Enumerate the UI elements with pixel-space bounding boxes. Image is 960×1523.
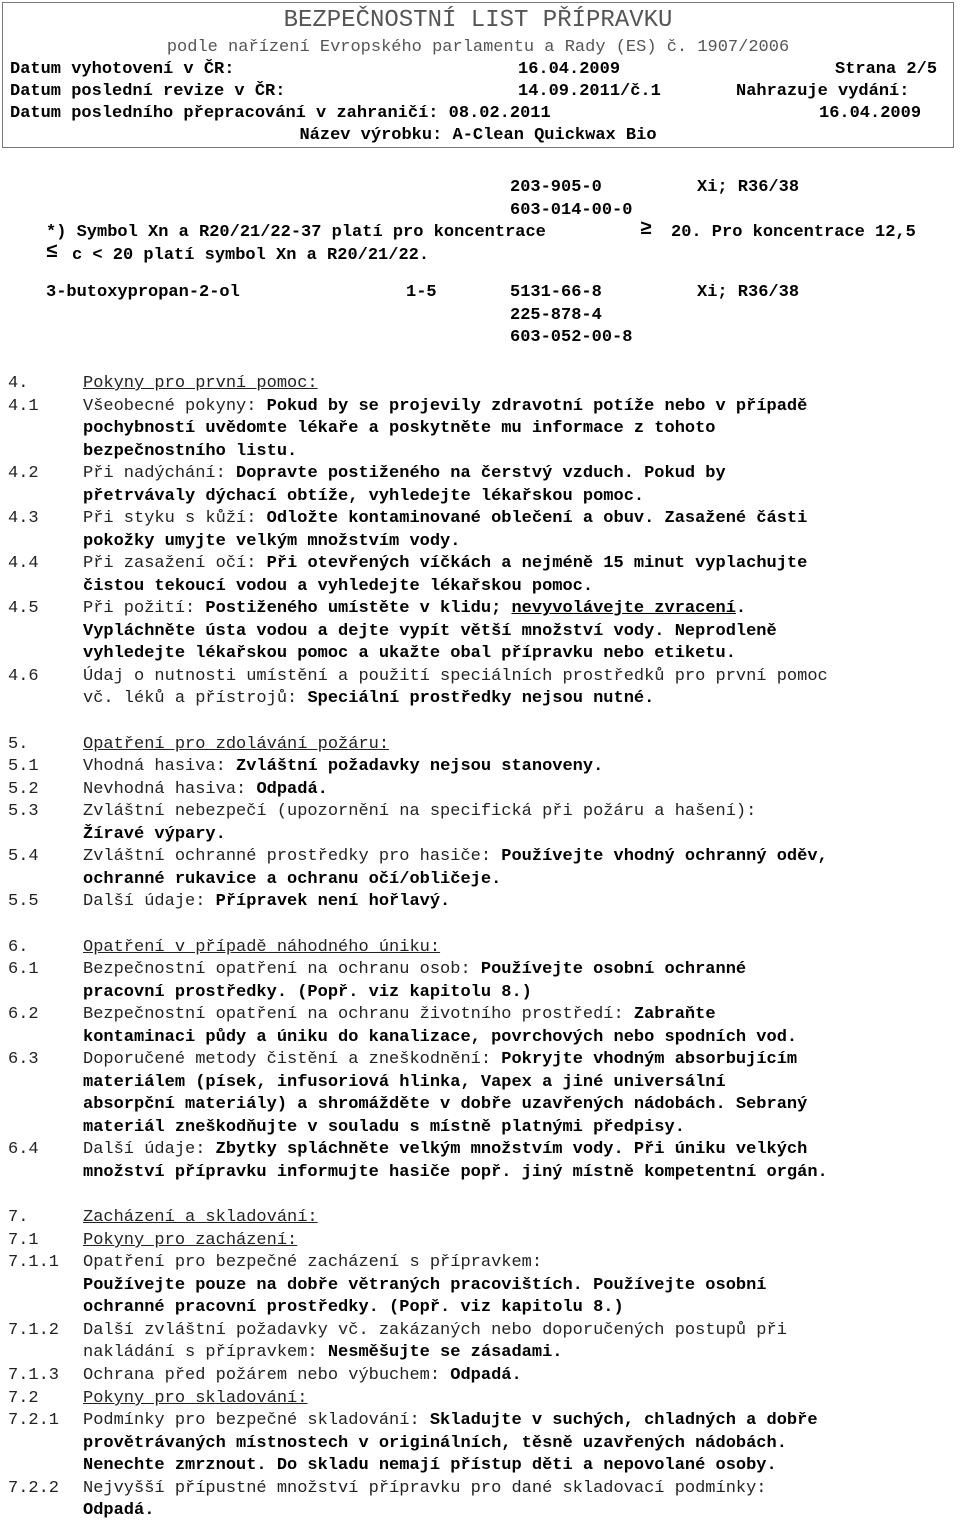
item-line xyxy=(83,779,328,802)
ec-number: 225-878-4 xyxy=(510,306,602,325)
ec-number: 203-905-0 xyxy=(510,178,602,197)
item-text: Odpadá. xyxy=(83,1501,155,1520)
item-text: Zabraňte xyxy=(633,1005,716,1024)
product-name: Název výrobku: A-Clean Quickwax Bio xyxy=(299,126,657,145)
item-text: Pokud by se projevily zdravotní potíže nebo v případě xyxy=(266,397,808,416)
item-line xyxy=(83,1342,562,1365)
item-number: 6.4 xyxy=(8,1140,39,1159)
item-text: Nesměšujte se zásadami. xyxy=(327,1343,563,1362)
item-text: čistou tekoucí vodou a vyhledejte lékařskou pomoc. xyxy=(83,577,594,596)
item-text: ochranné rukavice a ochranu očí/obličeje. xyxy=(83,870,502,889)
section-title: Zacházení a skladování: xyxy=(83,1208,318,1227)
revision-label: Datum poslední revize v ČR: xyxy=(10,82,286,101)
item-number: 6.2 xyxy=(8,1005,39,1024)
item-text: Speciální prostředky nejsou nutné. xyxy=(307,689,655,708)
item-text: pokožky umyjte velkým množstvím vody. xyxy=(83,532,461,551)
replaces-label: Nahrazuje vydání: xyxy=(736,82,910,101)
item-text: Skladujte v suchých, chladných a dobře xyxy=(429,1411,818,1430)
item-line xyxy=(83,1410,818,1433)
created-label: Datum vyhotovení v ČR: xyxy=(10,60,235,79)
item-line xyxy=(83,553,807,576)
item-text: Používejte vhodný ochranný oděv, xyxy=(501,847,828,866)
item-text: materiál zneškodňujte v souladu s místně platnými předpisy. xyxy=(83,1118,685,1137)
item-label: Další zvláštní požadavky vč. zakázaných nebo doporučených postupů při xyxy=(83,1321,787,1340)
item-label: Další údaje: xyxy=(83,1140,206,1159)
item-line xyxy=(83,598,746,621)
subsection-title: Pokyny pro skladování: xyxy=(83,1389,308,1408)
item-number: 4.3 xyxy=(8,509,39,528)
item-label: Nevhodná hasiva: xyxy=(83,780,247,799)
item-line xyxy=(83,959,746,982)
item-text: Zbytky spláchněte velkým množstvím vody. Při úniku velkých xyxy=(215,1140,808,1159)
item-number: 5.2 xyxy=(8,780,39,799)
item-number: 7.2 xyxy=(8,1389,39,1408)
item-label: Při požití: xyxy=(83,599,196,618)
item-text: Odložte kontaminované oblečení a obuv. Zasažené části xyxy=(266,509,808,528)
item-text: Žíravé výpary. xyxy=(83,825,226,844)
item-number: 7.2.2 xyxy=(8,1479,60,1498)
item-label: Další údaje: xyxy=(83,892,206,911)
item-label: Zvláštní ochranné prostředky pro hasiče: xyxy=(83,847,492,866)
item-number: 5.1 xyxy=(8,757,39,776)
section-number: 5. xyxy=(8,735,29,754)
revision-value: 14.09.2011/č.1 xyxy=(518,82,661,101)
note-line: 20. Pro koncentrace 12,5 xyxy=(671,223,916,242)
section-title: Opatření pro zdolávání požáru: xyxy=(83,735,390,754)
item-number: 4.6 xyxy=(8,667,39,686)
item-label: Při nadýchání: xyxy=(83,464,226,483)
item-text: Odpadá. xyxy=(450,1366,522,1385)
document-header xyxy=(2,2,954,148)
item-text: vyhledejte lékařskou pomoc a ukažte obal přípravku nebo etiketu. xyxy=(83,644,736,663)
item-number: 7.1.3 xyxy=(8,1366,60,1385)
item-label: Bezpečnostní opatření na ochranu životního prostředí: xyxy=(83,1005,624,1024)
item-text: Vypláchněte ústa vodou a dejte vypít větší množství vody. Neprodleně xyxy=(83,622,777,641)
note-line: c < 20 platí symbol Xn a R20/21/22. xyxy=(72,246,430,265)
item-line xyxy=(83,1139,807,1162)
item-label: Vhodná hasiva: xyxy=(83,757,226,776)
item-text-underlined: nevyvolávejte zvracení xyxy=(511,599,736,618)
substance-concentration: 1-5 xyxy=(406,283,437,302)
item-label: Všeobecné pokyny: xyxy=(83,397,257,416)
item-text: ochranné pracovní prostředky. (Popř. viz kapitolu 8.) xyxy=(83,1298,624,1317)
section-number: 6. xyxy=(8,938,29,957)
item-line xyxy=(83,1049,797,1072)
cas-number: 5131-66-8 xyxy=(510,283,602,302)
item-number: 7.1.1 xyxy=(8,1253,60,1272)
item-text: Odpadá. xyxy=(256,780,328,799)
item-label: Podmínky pro bezpečné skladování: xyxy=(83,1411,420,1430)
item-number: 7.1 xyxy=(8,1231,39,1250)
item-label: Bezpečnostní opatření na ochranu osob: xyxy=(83,960,471,979)
item-text: provětrávaných místnostech v originálních, těsně uzavřených nádobách. xyxy=(83,1434,787,1453)
item-text: pracovní prostředky. (Popř. viz kapitolu 8.) xyxy=(83,983,532,1002)
document-title: BEZPEČNOSTNÍ LIST PŘÍPRAVKU xyxy=(283,7,673,34)
item-text: Přípravek není hořlavý. xyxy=(215,892,451,911)
item-label: Při zasažení očí: xyxy=(83,554,257,573)
item-number: 7.2.1 xyxy=(8,1411,60,1430)
less-equal-symbol: ≤ xyxy=(46,241,59,264)
item-label: Nejvyšší přípustné množství přípravku pro dané skladovací podmínky: xyxy=(83,1479,767,1498)
item-text: Používejte pouze na dobře větraných pracovištích. Používejte osobní xyxy=(83,1276,767,1295)
item-number: 4.4 xyxy=(8,554,39,573)
substance-name: 3-butoxypropan-2-ol xyxy=(46,283,240,302)
created-value: 16.04.2009 xyxy=(518,60,621,79)
item-label: nakládání s přípravkem: xyxy=(83,1343,318,1362)
item-text: Při otevřených víčkách a nejméně 15 minut vyplachujte xyxy=(266,554,808,573)
index-number: 603-052-00-8 xyxy=(510,328,633,347)
item-number: 6.1 xyxy=(8,960,39,979)
section-title: Pokyny pro první pomoc: xyxy=(83,374,318,393)
item-line xyxy=(83,688,654,711)
item-label: Opatření pro bezpečné zacházení s přípravkem: xyxy=(83,1253,543,1272)
document-subtitle: podle nařízení Evropského parlamentu a Rady (ES) č. 1907/2006 xyxy=(166,38,790,57)
page-number: Strana 2/5 xyxy=(835,60,938,79)
greater-equal-symbol: ≥ xyxy=(640,218,653,241)
item-number: 6.3 xyxy=(8,1050,39,1069)
item-text: Nenechte zmrznout. Do skladu nemají přístup děti a nepovolané osoby. xyxy=(83,1456,777,1475)
item-line xyxy=(83,1365,522,1388)
item-text: Zvláštní požadavky nejsou stanoveny. xyxy=(236,757,604,776)
item-label: Zvláštní nebezpečí (upozornění na specifická při požáru a hašení): xyxy=(83,802,757,821)
item-line xyxy=(83,463,726,486)
item-text: Pokryjte vhodným absorbujícím xyxy=(501,1050,798,1069)
item-text: Postiženého umístěte v klidu; xyxy=(205,599,502,618)
item-line xyxy=(83,891,450,914)
item-text: Používejte osobní ochranné xyxy=(480,960,747,979)
section-number: 4. xyxy=(8,374,29,393)
section-number: 7. xyxy=(8,1208,29,1227)
subsection-title: Pokyny pro zacházení: xyxy=(83,1231,298,1250)
item-number: 4.2 xyxy=(8,464,39,483)
item-text: bezpečnostního listu. xyxy=(83,442,298,461)
item-text: přetrvávaly dýchací obtíže, vyhledejte lékařskou pomoc. xyxy=(83,487,645,506)
reworked-label: Datum posledního přepracování v zahraničí: 08.02.2011 xyxy=(10,104,551,123)
item-text: kontaminaci půdy a úniku do kanalizace, povrchových nebo spodních vod. xyxy=(83,1028,798,1047)
item-text: . xyxy=(735,599,747,618)
item-text: absorpční materiály) a shromážděte v dobře uzavřených nádobách. Sebraný xyxy=(83,1095,808,1114)
index-number: 603-014-00-0 xyxy=(510,201,633,220)
item-number: 4.1 xyxy=(8,397,39,416)
item-number: 5.5 xyxy=(8,892,39,911)
item-line xyxy=(83,396,807,419)
item-text: pochybností uvědomte lékaře a poskytněte mu informace z tohoto xyxy=(83,419,716,438)
item-label: vč. léků a přístrojů: xyxy=(83,689,298,708)
item-line xyxy=(83,1004,716,1027)
item-text: Dopravte postiženého na čerstvý vzduch. Pokud by xyxy=(236,464,726,483)
item-line xyxy=(83,846,828,869)
item-line xyxy=(83,756,603,779)
item-number: 4.5 xyxy=(8,599,39,618)
classification: Xi; R36/38 xyxy=(697,178,800,197)
item-label: Údaj o nutnosti umístění a použití speciálních prostředků pro první pomoc xyxy=(83,667,828,686)
item-number: 5.4 xyxy=(8,847,39,866)
replaces-value: 16.04.2009 xyxy=(819,104,922,123)
item-number: 7.1.2 xyxy=(8,1321,60,1340)
section-title: Opatření v případě náhodného úniku: xyxy=(83,938,441,957)
item-label: Při styku s kůží: xyxy=(83,509,257,528)
item-text: množství přípravku informujte hasiče popř. jiný místně kompetentní orgán. xyxy=(83,1163,828,1182)
note-line: *) Symbol Xn a R20/21/22-37 platí pro koncentrace xyxy=(46,223,546,242)
item-number: 5.3 xyxy=(8,802,39,821)
item-label: Doporučené metody čistění a zneškodnění: xyxy=(83,1050,492,1069)
classification: Xi; R36/38 xyxy=(697,283,800,302)
item-line xyxy=(83,508,807,531)
item-label: Ochrana před požárem nebo výbuchem: xyxy=(83,1366,441,1385)
item-text: materiálem (písek, infusoriová hlinka, Vapex a jiné universální xyxy=(83,1073,726,1092)
